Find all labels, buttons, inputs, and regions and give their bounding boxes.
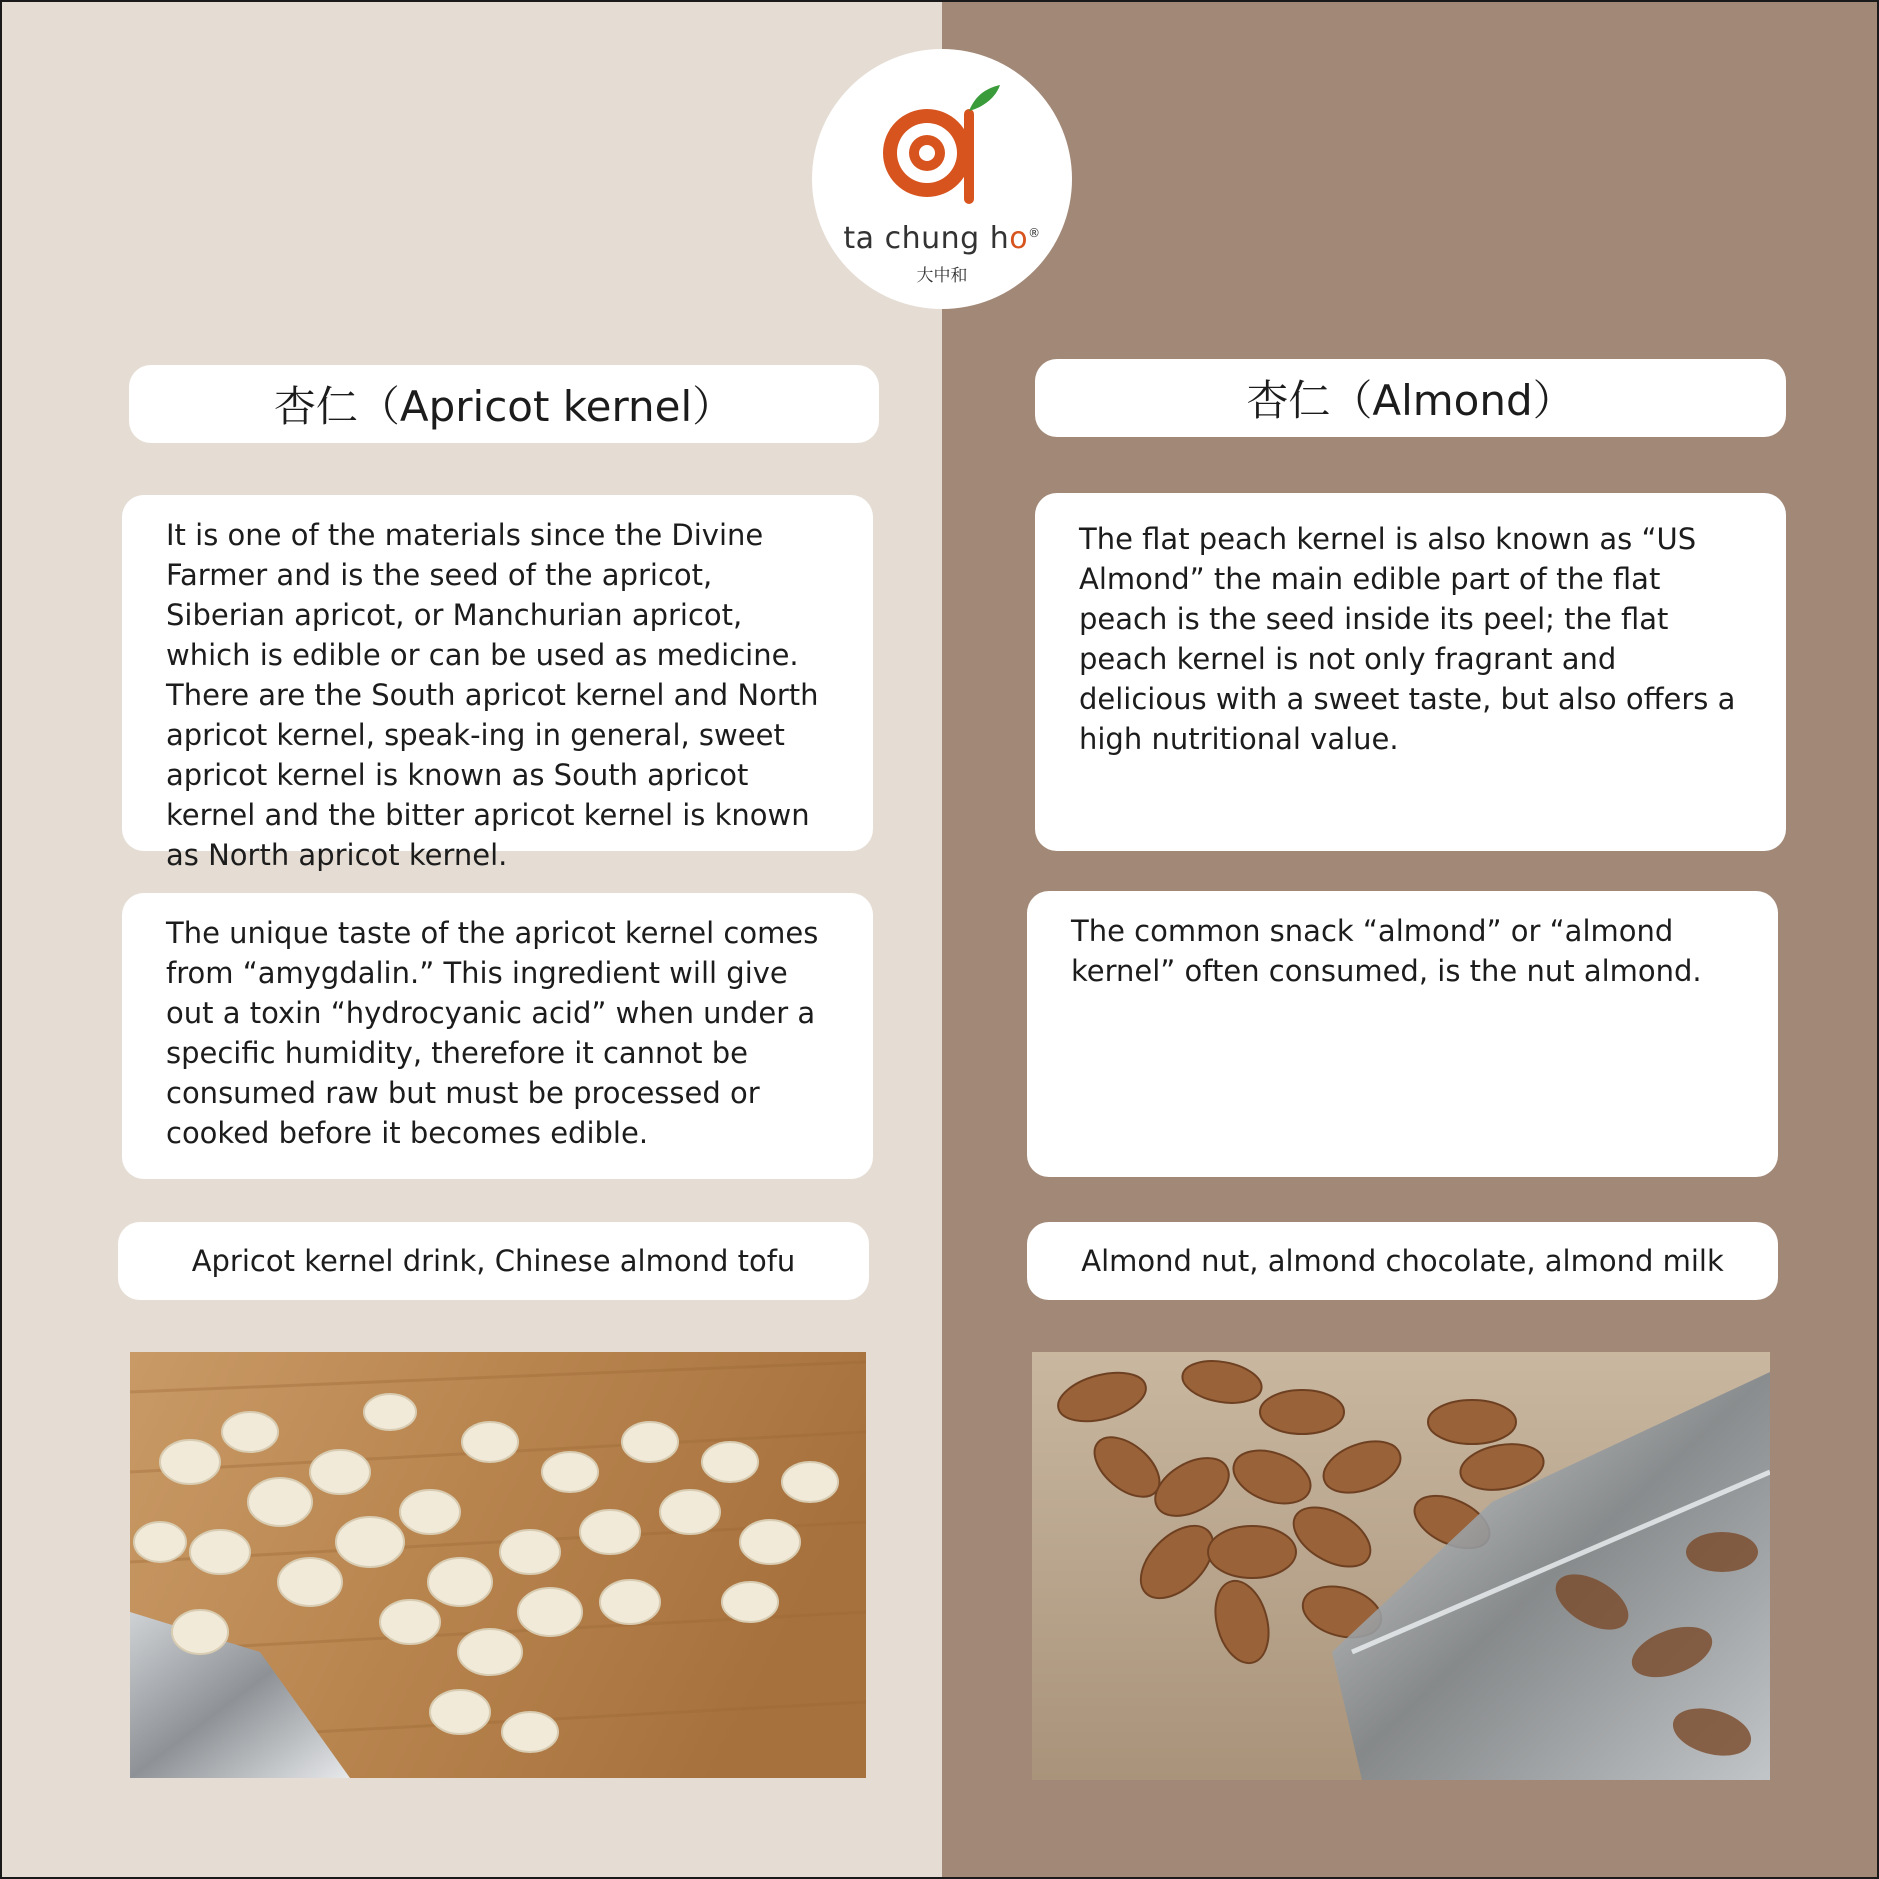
right-snack-info: The common snack “almond” or “almond kernel” often consumed, is the nut almond. — [1027, 891, 1778, 1177]
left-taste-info: The unique taste of the apricot kernel comes from “amygdalin.” This ingredient will give out a toxin “hydrocyanic acid” when under a specific humidity, therefore it cannot be consumed raw but must be processed or cooked before it becomes edible. — [122, 893, 873, 1179]
left-title: 杏仁（Apricot kernel） — [129, 365, 879, 443]
logo-chinese-name: 大中和 — [916, 266, 968, 286]
apricot-kernel-photo — [130, 1352, 866, 1778]
right-title: 杏仁（Almond） — [1035, 359, 1786, 437]
logo-wordmark: ta chung ho® — [843, 221, 1041, 256]
left-uses: Apricot kernel drink, Chinese almond tofu — [118, 1222, 869, 1300]
right-uses: Almond nut, almond chocolate, almond milk — [1027, 1222, 1778, 1300]
left-description: It is one of the materials since the Divine Farmer and is the seed of the apricot, Siberian apricot, or Manchurian apricot, which is edible or can be used as medicine. There are the South apricot kernel and North apricot kernel, speak-ing in general, sweet apricot kernel is known as South apricot kernel and the bitter apricot kernel is known as North apricot kernel. — [122, 495, 873, 851]
brand-logo — [812, 49, 1072, 309]
almond-photo — [1032, 1352, 1770, 1780]
right-description: The flat peach kernel is also known as “US Almond” the main edible part of the flat peach is the seed inside its peel; the flat peach kernel is not only fragrant and delicious with a sweet taste, but also offers a high nutritional value. — [1035, 493, 1786, 851]
logo-spiral-icon — [872, 81, 1002, 211]
